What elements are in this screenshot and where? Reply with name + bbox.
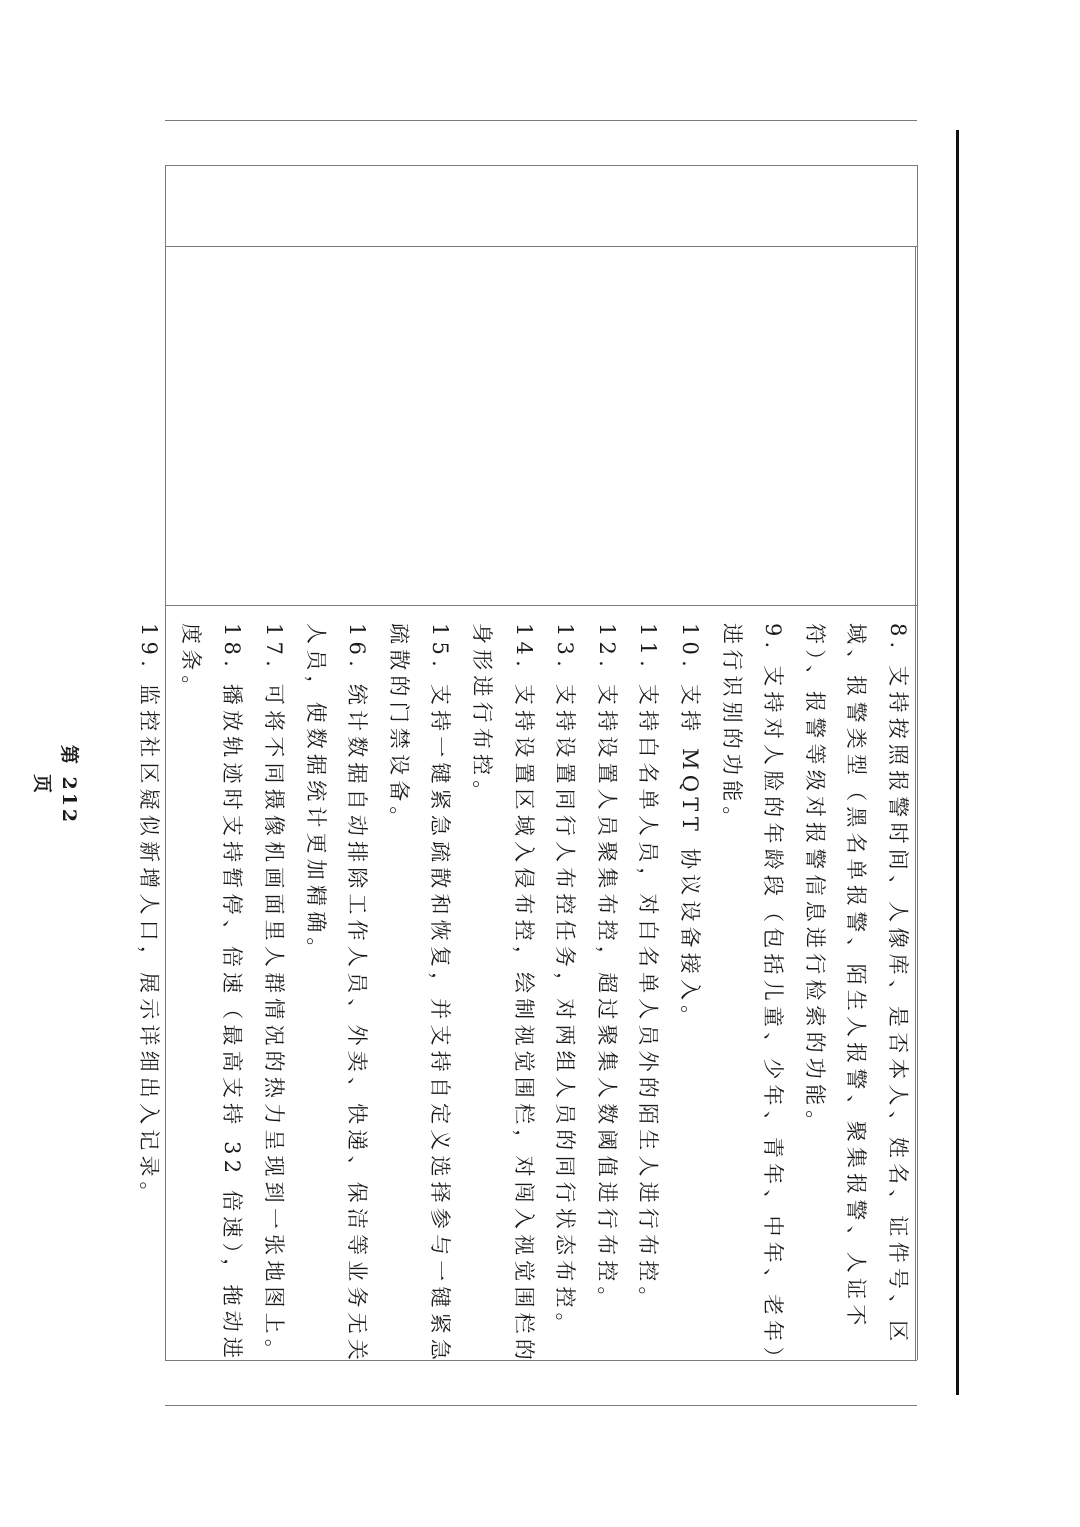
list-item: 8. 支持按照报警时间、人像库、是否本人、姓名、证件号、区域、报警类型（黑名单报警、陌生人报警、聚集报警、人证不符）、报警等级对报警信息进行检索的功能。 bbox=[802, 623, 910, 1347]
list-item: 18. 播放轨迹时支持暂停、倍速（最高支持 32 倍速），拖动进度条。 bbox=[178, 623, 245, 1364]
requirements-cell bbox=[137, 605, 918, 1405]
table-top-border bbox=[165, 165, 917, 166]
table-inner-border bbox=[165, 246, 917, 247]
list-item: 10. 支持 MQTT 协议设备接入。 bbox=[678, 623, 703, 1032]
list-item: 14. 支持设置区域入侵布控，绘制视觉围栏，对闯入视觉围栏的身形进行布控。 bbox=[470, 623, 536, 1366]
list-item: 9. 支持对人脸的年龄段（包括儿童、少年、青年、中年、老年）进行识别的功能。 bbox=[719, 623, 786, 1373]
list-item: 16. 统计数据自动排除工作人员、外卖、快递、保洁等业务无关人员，使数据统计更加精确。 bbox=[303, 623, 370, 1366]
list-item: 12. 支持设置人员聚集布控，超过聚集人数阈值进行布控。 bbox=[594, 623, 619, 1313]
top-rule bbox=[165, 120, 917, 121]
list-item: 19. 监控社区疑似新增人口，展示详细出入记录。 bbox=[137, 623, 162, 1208]
bottom-rule bbox=[165, 1405, 917, 1406]
page-edge-bar bbox=[956, 130, 959, 1395]
list-item: 13. 支持设置同行人布控任务，对两组人员的同行状态布控。 bbox=[553, 623, 578, 1339]
list-item: 17. 可将不同摄像机画面里人群情况的热力呈现到一张地图上。 bbox=[262, 623, 287, 1366]
list-item: 15. 支持一键紧急疏散和恢复，并支持自定义选择参与一键紧急疏散的门禁设备。 bbox=[386, 623, 453, 1366]
requirements-list bbox=[128, 605, 918, 1405]
list-item: 11. 支持白名单人员，对白名单人员外的陌生人进行布控。 bbox=[636, 623, 661, 1313]
page-number: 第 212 页 bbox=[31, 744, 80, 826]
